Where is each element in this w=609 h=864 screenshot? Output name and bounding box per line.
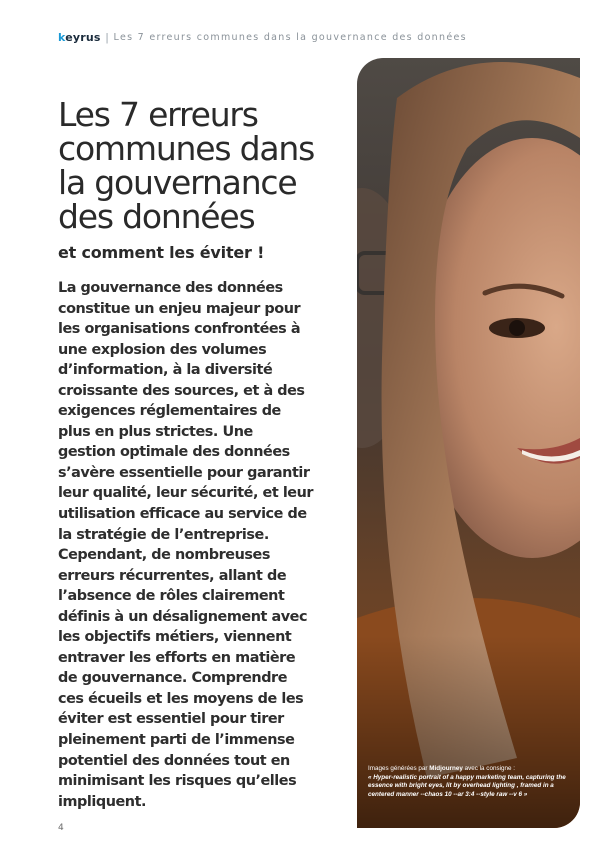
header-separator: |: [105, 31, 109, 44]
page-subtitle: et comment les éviter !: [58, 243, 265, 262]
caption-prompt: « Hyper-realistic portrait of a happy marketing team, capturing the essence with bright eyes, lit by overhead lighting , framed in a centered manner --chaos 10 --ar 3:4 --style raw --v 6 »: [368, 773, 566, 798]
caption-prefix: Images générées par: [368, 765, 430, 772]
portrait-photo: [357, 58, 580, 828]
keyrus-logo: keyrus: [58, 31, 101, 44]
page-header: [58, 31, 467, 44]
intro-paragraph: La gouvernance des données constitue un enjeu majeur pour les organisations confrontées à une explosion des volumes d’information, à la diversité croissante des sources, et à des exigences réglementaires de plus en plus strictes. Une gestion optimale des données s’avère essentielle pour garantir leur qualité, leur sécurité, et leur utilisation efficace au service de la stratégie de l’entreprise. Cependant, de nombreuses erreurs récurrentes, allant de l’absence de rôles clairement définis à un désalignement avec les objectifs métiers, viennent entraver les efforts en matière de gouvernance. Comprendre ces écueils et les moyens de les éviter est essentiel pour tirer pleinement parti de l’immense potentiel des données tout en minimisant les risques qu’elles impliquent.: [58, 280, 314, 810]
caption-tool: Midjourney: [429, 765, 463, 772]
page-title: Les 7 erreurs communes dans la gouvernance des données: [58, 95, 315, 236]
caption-suffix: avec la consigne :: [462, 765, 516, 772]
page-number: 4: [58, 823, 64, 833]
portrait-illustration: [357, 58, 580, 828]
image-caption: [368, 765, 568, 799]
running-title: Les 7 erreurs communes dans la gouvernance des données: [113, 32, 467, 43]
